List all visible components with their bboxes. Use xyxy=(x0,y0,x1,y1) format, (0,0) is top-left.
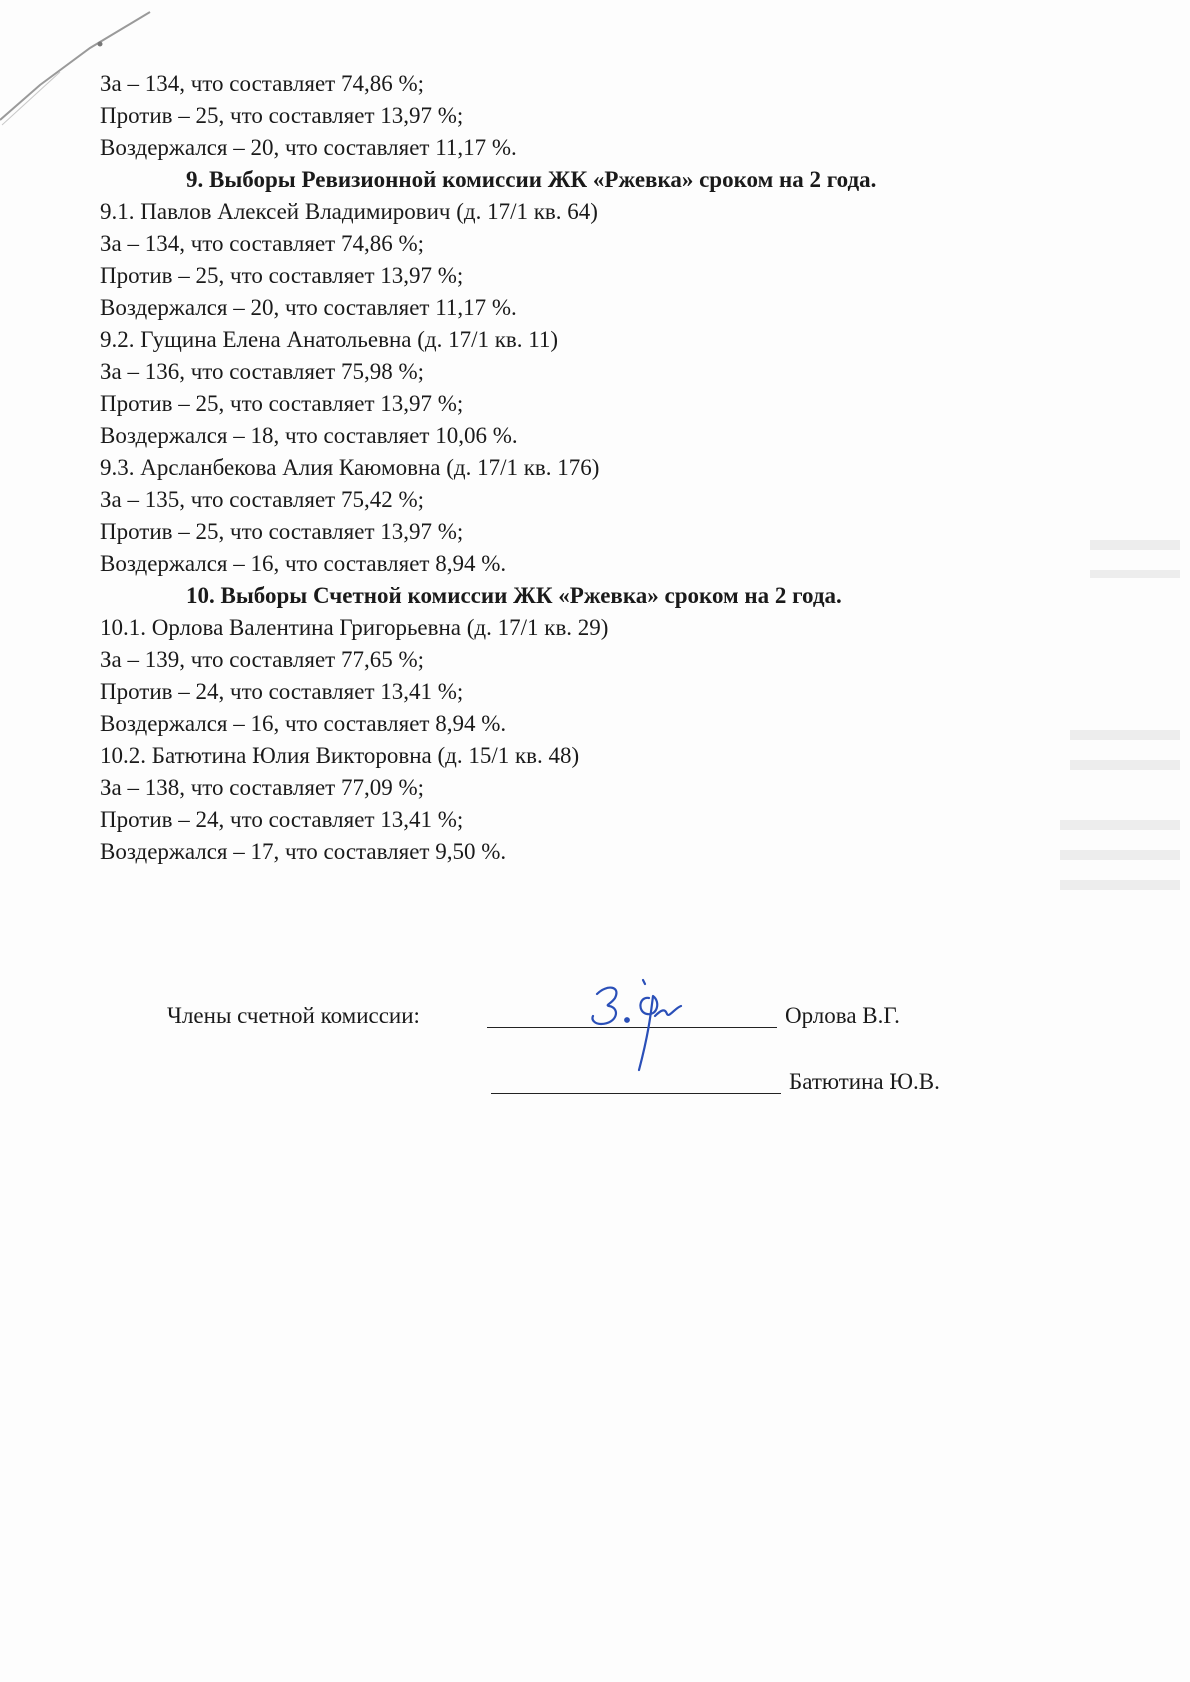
vote-against-line: Против – 25, что составляет 13,97 %; xyxy=(100,263,464,288)
vote-against-line: Против – 24, что составляет 13,41 %; xyxy=(100,679,464,704)
vote-abstain-line: Воздержался – 16, что составляет 8,94 %. xyxy=(100,551,507,576)
signer-name: Орлова В.Г. xyxy=(785,1003,900,1028)
document-body xyxy=(100,68,1100,868)
vote-against-line: Против – 24, что составляет 13,41 %; xyxy=(100,807,464,832)
section-10-heading: 10. Выборы Счетной комиссии ЖК «Ржевка» сроком на 2 года. xyxy=(186,583,842,608)
candidate-name: 9.3. Арсланбекова Алия Каюмовна (д. 17/1 кв. 176) xyxy=(100,455,600,480)
vote-abstain-line: Воздержался – 20, что составляет 11,17 %. xyxy=(100,295,517,320)
handwritten-signature xyxy=(577,972,717,1082)
vote-against-line: Против – 25, что составляет 13,97 %; xyxy=(100,519,464,544)
vote-abstain-line: Воздержался – 18, что составляет 10,06 %. xyxy=(100,423,518,448)
vote-for-line: За – 136, что составляет 75,98 %; xyxy=(100,359,424,384)
vote-for-line: За – 134, что составляет 74,86 %; xyxy=(100,71,424,96)
signatures-label: Члены счетной комиссии: xyxy=(167,1003,420,1028)
signer-name: Батютина Ю.В. xyxy=(789,1069,940,1094)
vote-for-line: За – 135, что составляет 75,42 %; xyxy=(100,487,424,512)
vote-abstain-line: Воздержался – 17, что составляет 9,50 %. xyxy=(100,839,507,864)
candidate-name: 9.2. Гущина Елена Анатольевна (д. 17/1 кв. 11) xyxy=(100,327,559,352)
section-9-heading: 9. Выборы Ревизионной комиссии ЖК «Ржевка» сроком на 2 года. xyxy=(186,167,877,192)
vote-against-line: Против – 25, что составляет 13,97 %; xyxy=(100,103,464,128)
vote-for-line: За – 134, что составляет 74,86 %; xyxy=(100,231,424,256)
candidate-name: 9.1. Павлов Алексей Владимирович (д. 17/1 кв. 64) xyxy=(100,199,598,224)
candidate-name: 10.2. Батютина Юлия Викторовна (д. 15/1 кв. 48) xyxy=(100,743,580,768)
signature-block xyxy=(167,1000,1067,1120)
candidate-name: 10.1. Орлова Валентина Григорьевна (д. 17/1 кв. 29) xyxy=(100,615,609,640)
vote-abstain-line: Воздержался – 20, что составляет 11,17 %. xyxy=(100,135,517,160)
signature-line xyxy=(491,1092,781,1094)
vote-abstain-line: Воздержался – 16, что составляет 8,94 %. xyxy=(100,711,507,736)
vote-for-line: За – 139, что составляет 77,65 %; xyxy=(100,647,424,672)
vote-against-line: Против – 25, что составляет 13,97 %; xyxy=(100,391,464,416)
vote-for-line: За – 138, что составляет 77,09 %; xyxy=(100,775,424,800)
